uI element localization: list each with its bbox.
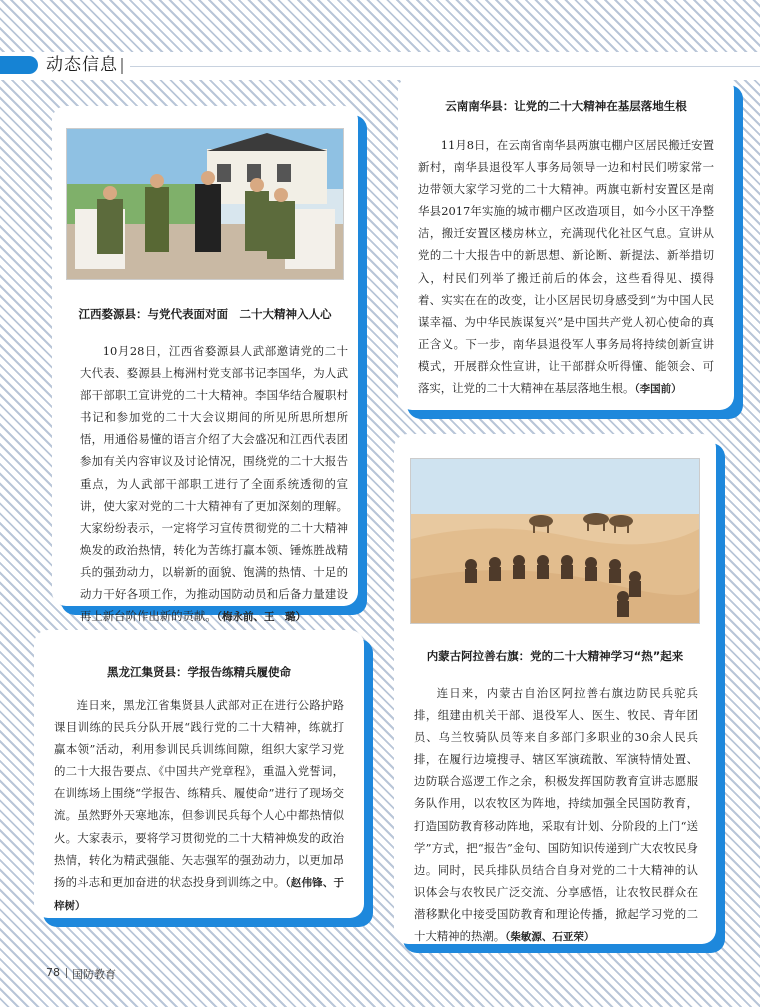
article-photo-jiangxi xyxy=(66,128,344,280)
article-card-neimenggu xyxy=(394,434,716,944)
article-title-heilongjiang: 黑龙江集贤县：学报告练精兵履使命 xyxy=(107,665,291,679)
article-body-heilongjiang xyxy=(54,694,344,917)
article-author-heilongjiang: （赵伟锋、于梓树） xyxy=(54,876,344,912)
article-photo-neimenggu xyxy=(410,458,700,624)
article-card-heilongjiang xyxy=(34,630,364,918)
article-text-heilongjiang: 连日来，黑龙江省集贤县人武部对正在进行公路护路课目训练的民兵分队开展“践行党的二十大精神，练就打赢本领”活动，利用参训民兵训练间隙，组织大家学习党的二十大报告要点、《中国共产党章程》，重温入党誓词，在训练场上围绕“学报告、练精兵、履使命”进行了现场交流。虽然野外天寒地冻，但参训民兵每个人心中都热情似火。大家表示，要将学习贯彻党的二十大精神焕发的政治热情，转化为精武强能、矢志强军的强劲动力，以更加昂扬的斗志和更加奋进的状态投身到训练之中。 xyxy=(54,698,344,889)
magazine-name: 国防教育 xyxy=(72,968,116,981)
article-body-yunnan xyxy=(418,134,714,400)
meeting-photo-illustration xyxy=(67,129,343,279)
article-author-neimenggu: （柴敏源、石亚荣） xyxy=(505,931,595,944)
article-title-neimenggu: 内蒙古阿拉善右旗：党的二十大精神学习“热”起来 xyxy=(426,649,684,663)
article-text-jiangxi: 10月28日，江西省婺源县人武部邀请党的二十大代表、婺源县上梅洲村党支部书记李国华，为人武部干部职工宣讲党的二十大精神。李国华结合履职村书记和参加党的二十大会议期间的所见所思所想所悟，用通俗易懂的语言介绍了大会盛况和江西代表团参加有关内容审议及讨论情况，围绕党的二十大报告重点，为人武部干部职工进行了全面系统透彻的宣讲，使大家对党的二十大精神有了更加深刻的理解。大家纷纷表示，一定将学习宣传贯彻党的二十大精神焕发的政治热情，转化为苦练打赢本领、锤炼胜战精兵的强劲动力，以崭新的面貌、饱满的热情、十足的动力干好各项工作，为推动国防动员和后备力量建设再上新台阶作出新的贡献。 xyxy=(80,344,348,624)
article-text-neimenggu: 连日来，内蒙古自治区阿拉善右旗边防民兵驼兵排，组建由机关干部、退役军人、医生、牧民、青年团员、乌兰牧骑队员等来自多部门多职业的30余人民兵排，在履行边境搜寻、辖区军演疏散、军演特情处置、边防联合巡逻工作之余，积极发挥国防教育宣讲志愿服务队作用，以农牧区为阵地，持续加强全民国防教育，打造国防教育移动阵地，采取有计划、分阶段的上门“送学”方式，把“报告”金句、国防知识传递到广大农牧民身边。同时，民兵排队员结合自身对党的二十大精神的认识体会与农牧民广泛交流、分享感悟，让农牧民群众在潜移默化中接受国防教育和理论传播，掀起学习党的二十大精神的热潮。 xyxy=(414,686,698,944)
article-author-yunnan: （李国前） xyxy=(634,383,682,396)
footer-separator xyxy=(66,968,67,978)
section-header-rule xyxy=(130,66,760,67)
section-header-accent xyxy=(0,56,38,74)
page-number: 78 xyxy=(46,966,60,979)
section-title: 动态信息 xyxy=(46,55,118,75)
article-text-yunnan: 11月8日，在云南省南华县两旗屯棚户区居民搬迁安置新村，南华县退役军人事务局领导一边和村民们唠家常一边带领大家学习党的二十大精神。两旗屯新村安置区是南华县2017年实施的城市棚户区改造项目，如今小区干净整洁，搬迁安置区楼房林立，充满现代化社区气息。宣讲从党的二十大报告中的新思想、新论断、新提法、新举措切入，村民们列举了搬迁前后的体会，这些看得见、摸得着、实实在在的改变，让小区居民切身感受到“为中国人民谋幸福、为中华民族谋复兴”是中国共产党人初心使命的真正含义。下一步，南华县退役军人事务局将持续创新宣讲模式，开展群众性宣讲，让干部群众听得懂、能领会、可落实，让党的二十大精神在基层落地生根。 xyxy=(418,138,714,396)
article-title-yunnan: 云南南华县：让党的二十大精神在基层落地生根 xyxy=(445,99,687,113)
desert-photo-illustration xyxy=(411,459,699,623)
article-card-yunnan xyxy=(398,76,734,410)
article-body-jiangxi xyxy=(80,340,348,628)
article-body-neimenggu xyxy=(414,682,698,948)
article-title-jiangxi: 江西婺源县：与党代表面对面 二十大精神入人心 xyxy=(78,307,332,321)
article-author-jiangxi: （梅永前、王 璐） xyxy=(216,611,306,624)
section-title-separator xyxy=(121,58,123,74)
article-card-jiangxi xyxy=(52,106,358,624)
